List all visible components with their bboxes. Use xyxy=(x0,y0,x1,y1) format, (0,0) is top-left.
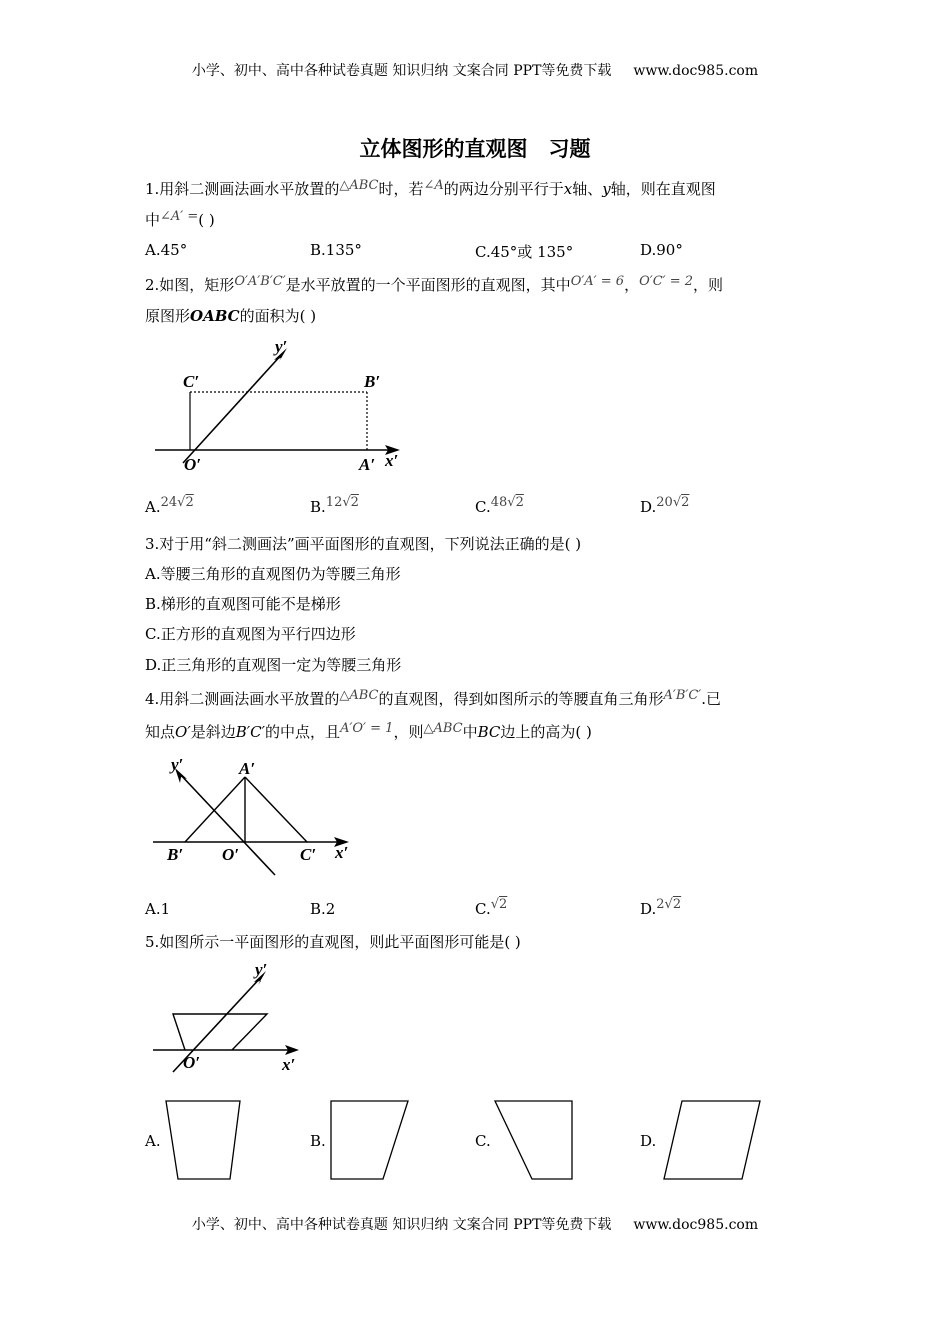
q1-stem-line1: 1.用斜二测画法画水平放置的△ABC时，若∠A的两边分别平行于x轴、y轴，则在直观图 xyxy=(145,178,716,198)
q3-option-c[interactable]: C.正方形的直观图为平行四边形 xyxy=(145,625,356,643)
q5-option-a-label[interactable]: A. xyxy=(145,1132,161,1150)
label-b: B′ xyxy=(167,845,184,864)
q1-option-b[interactable]: B.135° xyxy=(310,241,362,259)
page-title: 立体图形的直观图 习题 xyxy=(359,136,591,161)
side-a-c xyxy=(245,777,307,842)
label-x: x′ xyxy=(385,451,399,470)
side-b-a xyxy=(185,777,245,842)
q2-option-a[interactable]: A.24√2 xyxy=(145,495,194,516)
q2-option-c[interactable]: C.48√2 xyxy=(475,495,524,516)
label-y: y′ xyxy=(255,960,268,979)
q5-option-c-label[interactable]: C. xyxy=(475,1132,491,1150)
label-a: A′ xyxy=(239,759,256,778)
footer-text: 小学、初中、高中各种试卷真题 知识归纳 文案合同 PPT等免费下载 xyxy=(191,1217,612,1233)
q5-option-c-shape[interactable] xyxy=(490,1095,578,1185)
label-y: y′ xyxy=(171,755,184,774)
q2-stem-line1: 2.如图，矩形O′A′B′C′是水平放置的一个平面图形的直观图，其中O′A′ = 6，O′C′ = 2，则 xyxy=(145,274,724,294)
label-o: O′ xyxy=(222,845,240,864)
q3-option-b[interactable]: B.梯形的直观图可能不是梯形 xyxy=(145,595,341,613)
q4-option-a[interactable]: A.1 xyxy=(145,900,171,918)
label-c: C′ xyxy=(300,845,317,864)
q3-option-d[interactable]: D.正三角形的直观图一定为等腰三角形 xyxy=(145,656,402,674)
q4-option-b[interactable]: B.2 xyxy=(310,900,336,918)
header-url[interactable]: www.doc985.com xyxy=(633,63,759,79)
q3-option-a[interactable]: A.等腰三角形的直观图仍为等腰三角形 xyxy=(145,565,401,583)
q5-option-d-label[interactable]: D. xyxy=(640,1132,657,1150)
label-o: O′ xyxy=(183,1053,201,1072)
label-o: O′ xyxy=(184,455,202,474)
q5-option-b-label[interactable]: B. xyxy=(310,1132,326,1150)
q1-option-c[interactable]: C.45°或 135° xyxy=(475,243,574,261)
label-y: y′ xyxy=(275,337,288,356)
header-text: 小学、初中、高中各种试卷真题 知识归纳 文案合同 PPT等免费下载 xyxy=(191,63,612,79)
q5-figure xyxy=(145,960,310,1078)
q1-option-a[interactable]: A.45° xyxy=(145,241,188,259)
label-c: C′ xyxy=(183,372,200,391)
q1-option-d[interactable]: D.90° xyxy=(640,241,683,259)
q1-stem-line2: 中∠A′ =( ) xyxy=(145,209,215,229)
label-x: x′ xyxy=(335,843,349,862)
page-header xyxy=(0,60,950,80)
label-a: A′ xyxy=(359,455,376,474)
q4-stem-line2: 知点O′是斜边B′C′的中点，且A′O′ = 1，则△ABC中BC边上的高为( ) xyxy=(145,721,592,741)
q5-stem: 5.如图所示一平面图形的直观图，则此平面图形可能是( ) xyxy=(145,933,521,951)
q4-figure xyxy=(145,752,360,880)
q2-option-d[interactable]: D.20√2 xyxy=(640,495,690,516)
q2-option-b[interactable]: B.12√2 xyxy=(310,495,359,516)
q3-stem: 3.对于用“斜二测画法”画平面图形的直观图，下列说法正确的是( ) xyxy=(145,535,582,553)
shape-outline xyxy=(173,1014,267,1050)
q5-option-a-shape[interactable] xyxy=(160,1095,248,1185)
q4-option-d[interactable]: D.2√2 xyxy=(640,897,682,918)
page-footer xyxy=(0,1214,950,1234)
y-axis xyxy=(183,353,283,463)
q4-option-c[interactable]: C.√2 xyxy=(475,897,508,918)
q5-option-d-shape[interactable] xyxy=(660,1095,765,1185)
label-x: x′ xyxy=(282,1055,296,1074)
footer-url[interactable]: www.doc985.com xyxy=(633,1217,759,1233)
q2-figure xyxy=(145,335,415,485)
q5-option-b-shape[interactable] xyxy=(325,1095,413,1185)
q2-stem-line2: 原图形OABC的面积为( ) xyxy=(145,307,317,325)
q4-stem-line1: 4.用斜二测画法画水平放置的△ABC的直观图，得到如图所示的等腰直角三角形A′B′C′.已 xyxy=(145,688,722,708)
label-b: B′ xyxy=(364,372,381,391)
